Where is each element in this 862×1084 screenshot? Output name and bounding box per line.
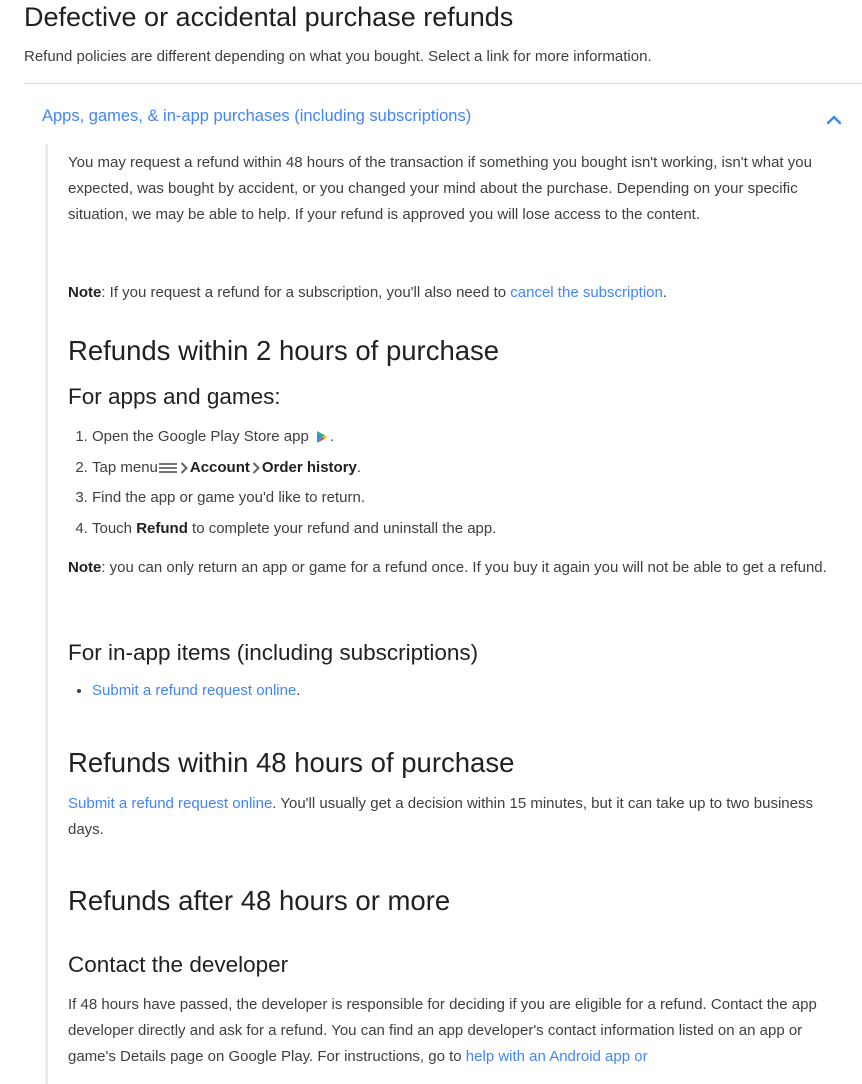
refund-48-text: . You'll usually get a decision within 15 minutes, but it can take up to two business days.	[68, 795, 813, 838]
play-store-icon	[312, 428, 330, 446]
step-3: 3. Find the app or game you'd like to return.	[92, 483, 496, 514]
contact-developer-paragraph	[68, 992, 843, 1070]
list-item-end: .	[296, 682, 301, 699]
note-end: .	[662, 284, 668, 301]
chevron-right-icon	[178, 461, 190, 475]
step-4-post: to complete your refund and uninstall the app.	[187, 519, 497, 537]
refund-label: Refund	[136, 519, 188, 537]
contact-text: If 48 hours have passed, the developer is responsible for deciding if you are eligible for a refund. Contact the app developer directly and ask for a refund. You can find an app developer's contact information listed on an app or game's Details page on Google Play. For instructions, go to	[68, 996, 817, 1065]
submit-refund-request-link[interactable]: Submit a refund request online	[92, 682, 297, 699]
step-2-end: .	[356, 458, 362, 476]
accordion-header-apps-games[interactable]	[24, 96, 862, 140]
step-1-text: Open the Google Play Store app	[92, 428, 309, 445]
note-return-once	[68, 555, 827, 581]
heading-in-app-items: For in-app items (including subscriptions)	[68, 640, 479, 665]
heading-refunds-within-48-hours: Refunds within 48 hours of purchase	[68, 747, 515, 778]
in-app-list	[68, 678, 300, 704]
step-2	[92, 453, 496, 484]
refund-48-paragraph	[68, 791, 843, 843]
submit-refund-request-link[interactable]: Submit a refund request online	[68, 795, 273, 812]
note-label: Note	[68, 559, 102, 576]
chevron-up-icon[interactable]	[824, 110, 844, 130]
list-item	[92, 678, 300, 704]
note-subscription	[68, 280, 667, 306]
android-app-help-link[interactable]: help with an Android app or	[465, 1048, 648, 1065]
step-4	[92, 514, 496, 545]
cancel-subscription-link[interactable]: cancel the subscription	[510, 284, 663, 301]
page-title: Defective or accidental purchase refunds	[24, 2, 514, 32]
step-1	[92, 422, 496, 453]
divider	[24, 83, 862, 84]
step-1-end: .	[329, 428, 334, 445]
accordion-body	[45, 144, 862, 1084]
heading-contact-developer: Contact the developer	[68, 952, 289, 977]
heading-refunds-within-2-hours: Refunds within 2 hours of purchase	[68, 335, 500, 366]
refund-intro-paragraph: You may request a refund within 48 hours of the transaction if something you bought isn't working, isn't what you expected, was bought by accident, or you changed your mind about the purchase. Depending on your specific situation, we may be able to help. If your refund is approved you will lose access to the content.	[68, 154, 812, 223]
heading-apps-and-games: For apps and games:	[68, 384, 281, 409]
step-2-text: Tap menu	[92, 458, 158, 476]
note-text: : If you request a refund for a subscription, you'll also need to	[101, 284, 511, 301]
heading-refunds-after-48-hours: Refunds after 48 hours or more	[68, 885, 451, 916]
step-4-pre: Touch	[92, 519, 137, 537]
note-label: Note	[68, 284, 102, 301]
page-intro: Refund policies are different depending on what you bought. Select a link for more information.	[24, 48, 652, 65]
note-text: : you can only return an app or game for a refund once. If you buy it again you will not be able to get a refund.	[101, 559, 827, 576]
menu-icon	[158, 461, 178, 475]
accordion-title[interactable]: Apps, games, & in-app purchases (including subscriptions)	[42, 107, 472, 125]
chevron-right-icon	[250, 461, 262, 475]
account-label: Account	[189, 458, 250, 476]
refund-steps-list	[68, 422, 496, 544]
order-history-label: Order history	[261, 458, 357, 476]
